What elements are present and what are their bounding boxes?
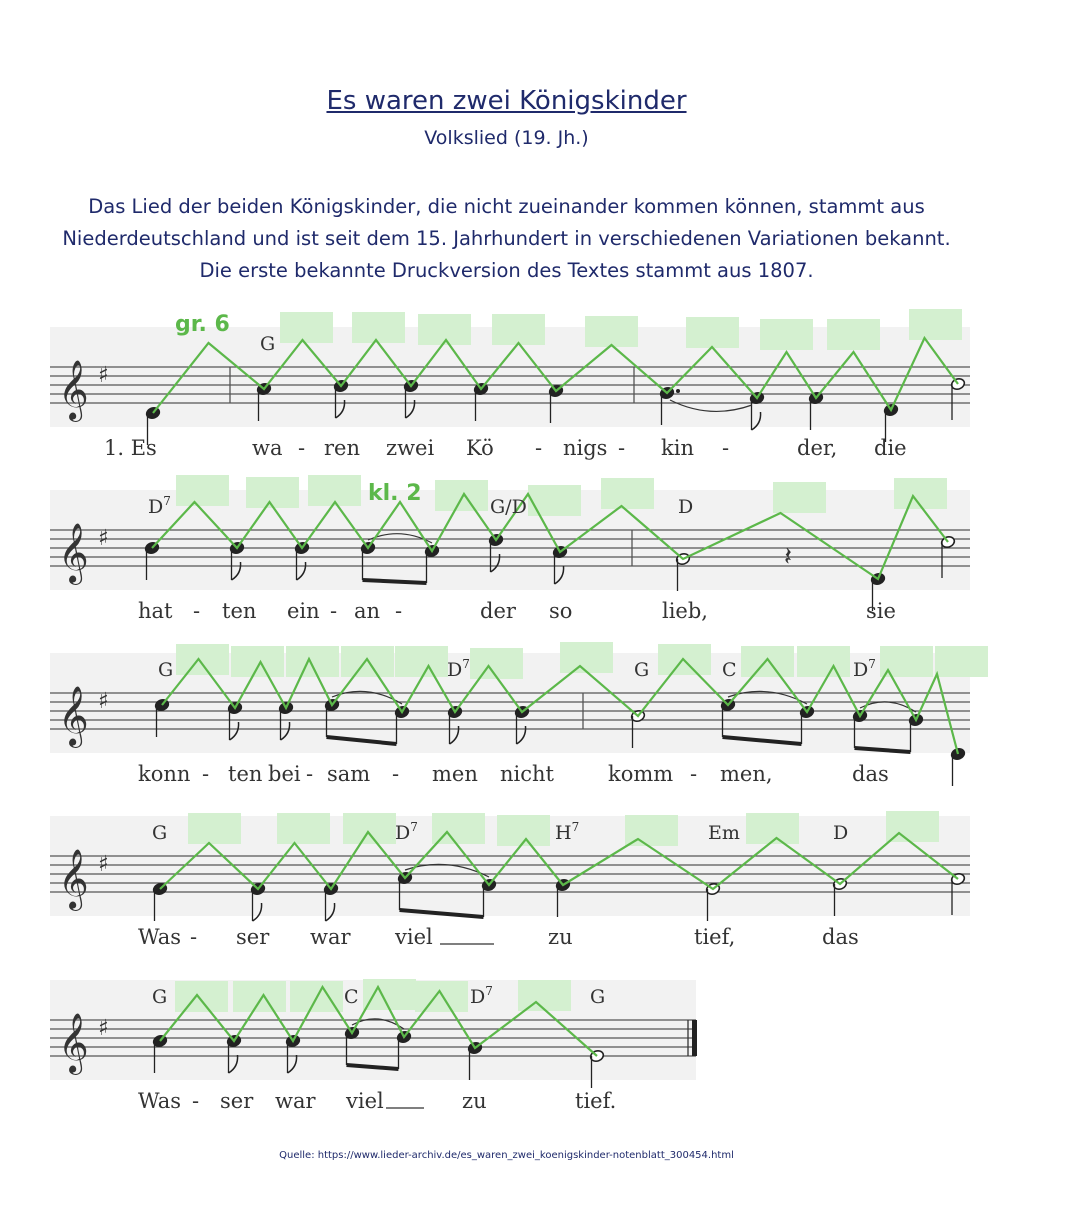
answer-box	[176, 475, 229, 506]
lyric-syllable: war	[275, 1089, 316, 1113]
lyric-syllable: -	[190, 925, 198, 949]
lyric-syllable: sie	[866, 599, 896, 623]
lyric-syllable: viel	[395, 925, 433, 949]
treble-clef-icon: 𝄞	[58, 523, 89, 583]
intro-line: Die erste bekannte Druckversion des Textes stammt aus 1807.	[199, 259, 814, 282]
chord-symbol: G	[634, 659, 650, 681]
treble-clef-icon: 𝄞	[58, 849, 89, 909]
lyric-syllable: zu	[548, 925, 573, 949]
chord-symbol: G	[158, 659, 174, 681]
answer-box	[935, 646, 988, 677]
interval-annotation: gr. 6	[175, 312, 230, 337]
lyric-syllable: ser	[220, 1089, 254, 1113]
answer-box	[343, 813, 396, 844]
sharp-key-signature: ♯	[98, 526, 109, 551]
answer-box	[746, 813, 799, 844]
answer-box	[176, 644, 229, 675]
lyric-syllable: men	[432, 762, 478, 786]
lyric-syllable: war	[310, 925, 351, 949]
lyric-syllable: sam	[327, 762, 371, 786]
lyric-syllable: der,	[797, 436, 838, 460]
answer-box	[686, 317, 739, 348]
lyric-syllable: tief.	[575, 1089, 617, 1113]
chord-symbol: $D^7$	[148, 494, 171, 518]
answer-box	[395, 646, 448, 677]
treble-clef-icon: 𝄞	[58, 686, 89, 746]
lyric-syllable: nicht	[500, 762, 554, 786]
answer-box	[601, 478, 654, 509]
answer-box	[231, 646, 284, 677]
answer-box	[492, 314, 545, 345]
chord-symbol: D	[833, 822, 849, 844]
lyric-syllable: -	[535, 436, 543, 460]
lyric-syllable: komm	[608, 762, 674, 786]
intro-line: Das Lied der beiden Königskinder, die nicht zueinander kommen können, stammt aus	[88, 195, 925, 218]
answer-box	[470, 648, 523, 679]
answer-box	[560, 642, 613, 673]
answer-box	[415, 981, 468, 1012]
lyric-syllable: -	[306, 762, 314, 786]
sharp-key-signature: ♯	[98, 689, 109, 714]
lyric-syllable: ten	[228, 762, 263, 786]
lyric-syllable: -	[298, 436, 306, 460]
answer-box	[880, 646, 933, 677]
lyric-syllable: -	[202, 762, 210, 786]
answer-box	[363, 979, 416, 1010]
song-title: Es waren zwei Königskinder	[326, 86, 687, 116]
lyric-syllable: hat	[138, 599, 173, 623]
chord-symbol: $D^7$	[395, 820, 418, 844]
lyric-syllable: tief,	[694, 925, 736, 949]
lyric-syllable: ein	[287, 599, 320, 623]
chord-symbol: D	[678, 496, 694, 518]
treble-clef-icon: 𝄞	[58, 1013, 89, 1073]
lyric-syllable: Kö	[466, 436, 494, 460]
lyric-syllable: kin	[661, 436, 694, 460]
lyric-syllable: bei	[268, 762, 301, 786]
lyric-syllable: das	[822, 925, 859, 949]
lyric-syllable: ser	[236, 925, 270, 949]
chord-symbol: Em	[708, 822, 740, 844]
lyric-syllable: -	[192, 1089, 200, 1113]
lyric-syllable: -	[722, 436, 730, 460]
sharp-key-signature: ♯	[98, 363, 109, 388]
intro-line: Niederdeutschland und ist seit dem 15. Jahrhundert in verschiedenen Variationen bekannt.	[62, 227, 951, 250]
answer-box	[233, 981, 286, 1012]
answer-box	[773, 482, 826, 513]
lyric-syllable: -	[618, 436, 626, 460]
lyric-syllable: -	[193, 599, 201, 623]
lyric-syllable: wa	[252, 436, 283, 460]
chord-symbol: C	[722, 659, 737, 681]
lyric-syllable: das	[852, 762, 889, 786]
lyric-syllable: -	[395, 599, 403, 623]
answer-box	[909, 309, 962, 340]
final-barline	[692, 1020, 697, 1056]
answer-box	[277, 813, 330, 844]
chord-symbol: G	[152, 986, 168, 1008]
lyric-syllable: nigs	[563, 436, 608, 460]
treble-clef-icon: 𝄞	[58, 360, 89, 420]
lyric-syllable: Was	[138, 1089, 182, 1113]
chord-symbol: G/D	[490, 496, 527, 518]
answer-box	[246, 477, 299, 508]
lyric-syllable: -	[330, 599, 338, 623]
chord-symbol: $H^7$	[555, 820, 580, 844]
lyric-syllable: so	[549, 599, 573, 623]
answer-box	[518, 980, 571, 1011]
lyric-syllable: viel	[346, 1089, 384, 1113]
interval-annotation: kl. 2	[368, 481, 422, 506]
dot	[676, 389, 680, 393]
answer-box	[435, 480, 488, 511]
chord-symbol: C	[344, 986, 359, 1008]
answer-box	[352, 312, 405, 343]
lyric-syllable: Was	[138, 925, 182, 949]
lyric-syllable: -	[690, 762, 698, 786]
answer-box	[528, 485, 581, 516]
chord-symbol: G	[152, 822, 168, 844]
answer-box	[280, 312, 333, 343]
lyric-syllable: lieb,	[662, 599, 708, 623]
lyric-syllable: men,	[720, 762, 773, 786]
lyric-syllable: 1. Es	[104, 436, 157, 460]
lyric-syllable: zwei	[386, 436, 435, 460]
answer-box	[797, 646, 850, 677]
chord-symbol: $D^7$	[470, 984, 493, 1008]
lyric-syllable: zu	[462, 1089, 487, 1113]
answer-box	[175, 981, 228, 1012]
song-subtitle: Volkslied (19. Jh.)	[424, 127, 589, 149]
lyric-syllable: der	[480, 599, 516, 623]
lyric-syllable: ren	[324, 436, 360, 460]
answer-box	[585, 316, 638, 347]
answer-box	[286, 646, 339, 677]
sharp-key-signature: ♯	[98, 1016, 109, 1041]
lyric-syllable: die	[874, 436, 907, 460]
quarter-rest: 𝄽	[784, 542, 792, 572]
answer-box	[827, 319, 880, 350]
answer-box	[760, 319, 813, 350]
chord-symbol: $D^7$	[447, 657, 470, 681]
answer-box	[188, 813, 241, 844]
chord-symbol: G	[260, 333, 276, 355]
lyric-syllable: konn	[138, 762, 191, 786]
sharp-key-signature: ♯	[98, 852, 109, 877]
chord-symbol: G	[590, 986, 606, 1008]
lyric-syllable: ten	[222, 599, 257, 623]
answer-box	[741, 646, 794, 677]
lyric-syllable: an	[354, 599, 381, 623]
chord-symbol: $D^7$	[853, 657, 876, 681]
source-citation: Quelle: https://www.lieder-archiv.de/es_waren_zwei_koenigskinder-notenblatt_300454.html	[279, 1150, 734, 1161]
lyric-syllable: -	[392, 762, 400, 786]
